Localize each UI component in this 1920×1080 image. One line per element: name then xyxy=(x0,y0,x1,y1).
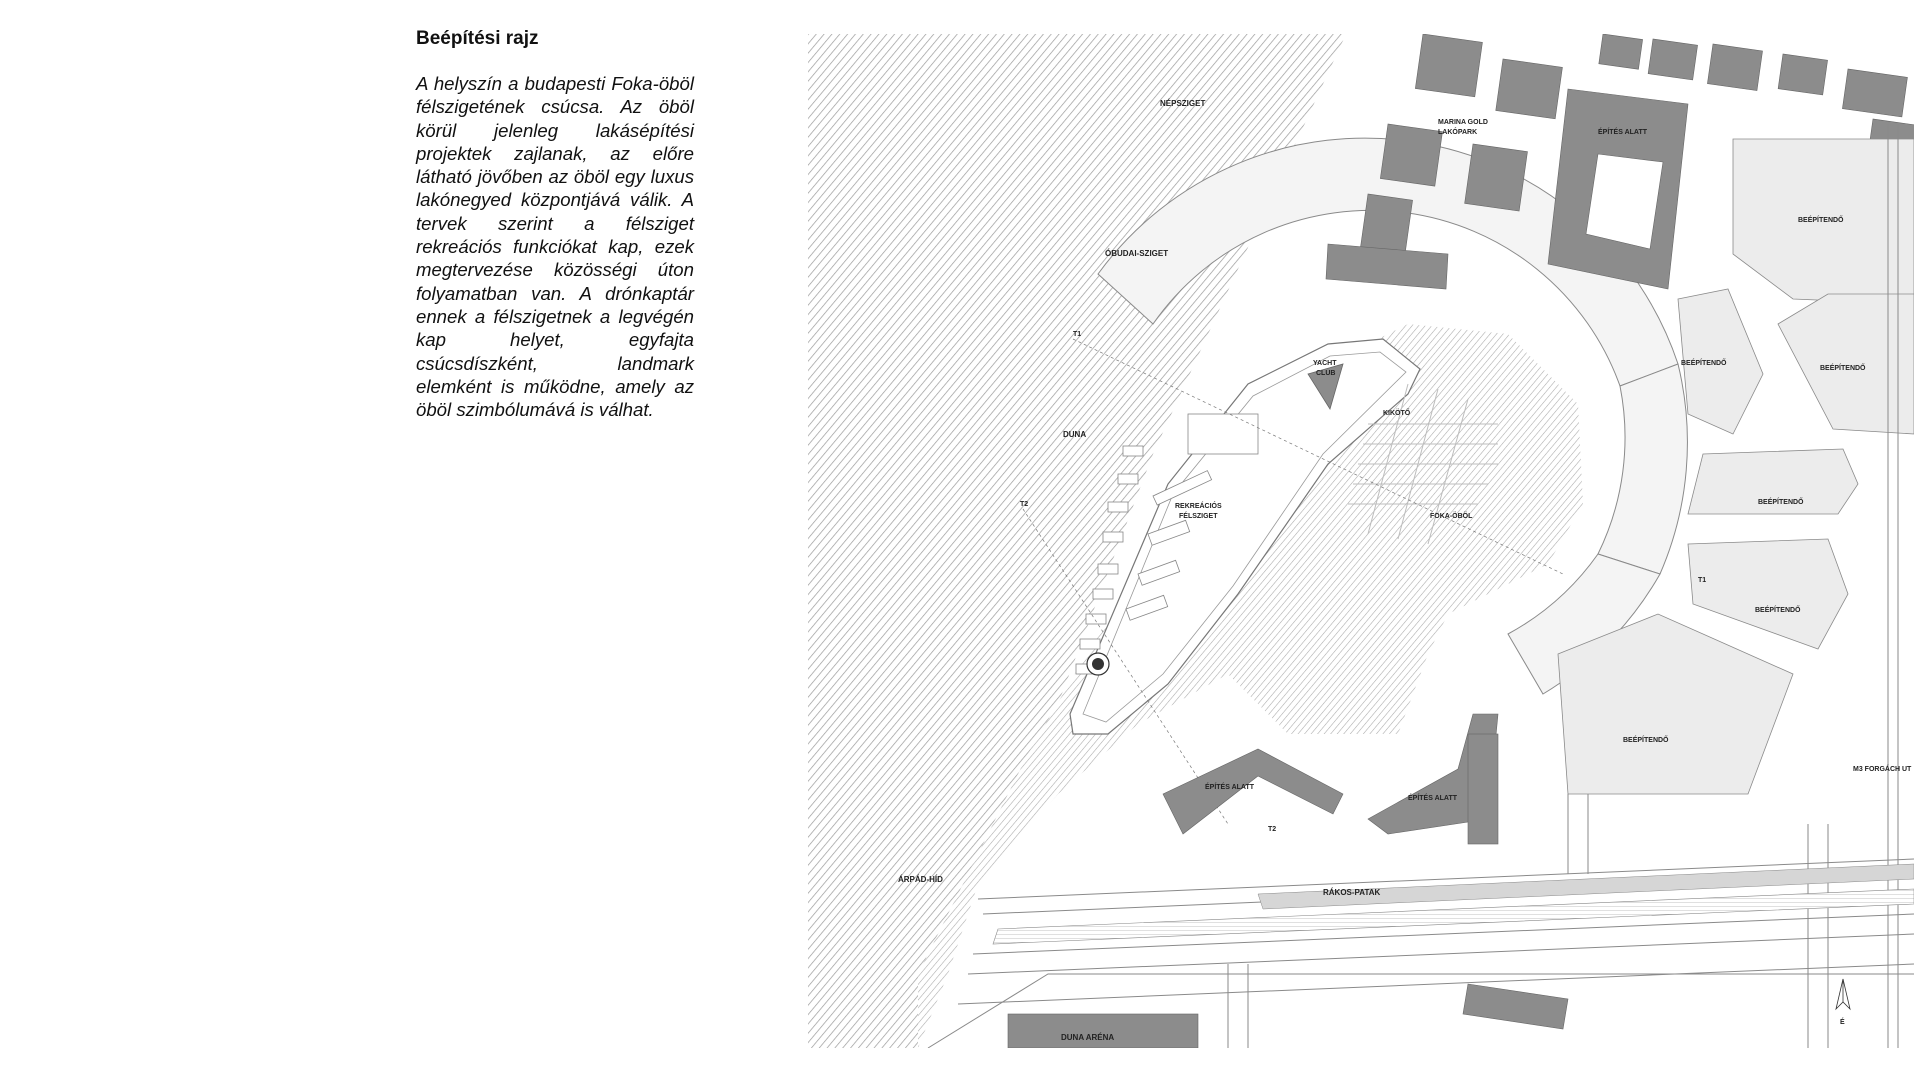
label-marina: MARINA GOLD xyxy=(1438,119,1488,126)
label-north: É xyxy=(1840,1019,1845,1026)
label-foka-obol: FOKA-ÖBÖL xyxy=(1430,513,1473,520)
label-obudai-sziget: ÓBUDAI-SZIGET xyxy=(1105,249,1169,258)
label-t1-a: T1 xyxy=(1073,331,1082,338)
label-beepitendo-5: BEÉPÍTENDŐ xyxy=(1755,607,1801,614)
label-beepitendo-1: BEÉPÍTENDŐ xyxy=(1798,217,1844,224)
label-t2-b: T2 xyxy=(1268,826,1277,833)
site-plan xyxy=(808,34,1914,1048)
label-epites-alatt-3: ÉPÍTÉS ALATT xyxy=(1408,795,1457,802)
label-lakopark: LAKÓPARK xyxy=(1438,129,1478,136)
page-title: Beépítési rajz xyxy=(416,28,539,49)
label-epites-alatt-1: ÉPÍTÉS ALATT xyxy=(1598,129,1647,136)
label-m3: M3 FORGÁCH UT xyxy=(1853,766,1912,773)
label-beepitendo-3: BEÉPÍTENDŐ xyxy=(1820,365,1866,372)
description-paragraph: A helyszín a budapesti Foka-öböl félszigetének csúcsa. Az öböl körül jelenleg lakásépítési projektek zajlanak, az előre látható jövőben az öböl egy luxus lakónegyed központjává válik. A tervek szerint a félsziget rekreációs funkciókat kap, ezek megtervezése közösségi úton folyamatban van. A drónkaptár ennek a félszigetnek a legvégén kap helyet, egyfajta csúcsdíszként, landmark elemként is működne, amely az öböl szimbólumává is válhat. xyxy=(416,73,694,421)
label-kikoto: KIKÖTŐ xyxy=(1383,410,1411,417)
label-yacht: YACHT xyxy=(1313,360,1337,367)
label-duna: DUNA xyxy=(1063,430,1087,439)
label-beepitendo-4: BEÉPÍTENDŐ xyxy=(1758,499,1804,506)
label-club: CLUB xyxy=(1316,370,1336,377)
label-duna-arena: DUNA ARÉNA xyxy=(1061,1033,1115,1042)
site-plan-drawing xyxy=(808,34,1914,1048)
epites-alatt-courtyard xyxy=(1586,154,1663,249)
label-rekreacios: REKREÁCIÓS xyxy=(1175,503,1222,510)
label-felsziget: FÉLSZIGET xyxy=(1179,513,1218,520)
label-t1-b: T1 xyxy=(1698,577,1707,584)
description-column xyxy=(416,28,694,421)
label-nepsziget: NÉPSZIGET xyxy=(1160,99,1206,108)
label-rakos-patak: RÁKOS-PATAK xyxy=(1323,888,1381,897)
label-epites-alatt-2: ÉPÍTÉS ALATT xyxy=(1205,784,1254,791)
drone-hive-marker xyxy=(1087,653,1109,675)
label-arpad-hid: ÁRPÁD-HÍD xyxy=(898,875,943,884)
label-beepitendo-2: BEÉPÍTENDŐ xyxy=(1681,360,1727,367)
label-beepitendo-6: BEÉPÍTENDŐ xyxy=(1623,737,1669,744)
label-t2-a: T2 xyxy=(1020,501,1029,508)
